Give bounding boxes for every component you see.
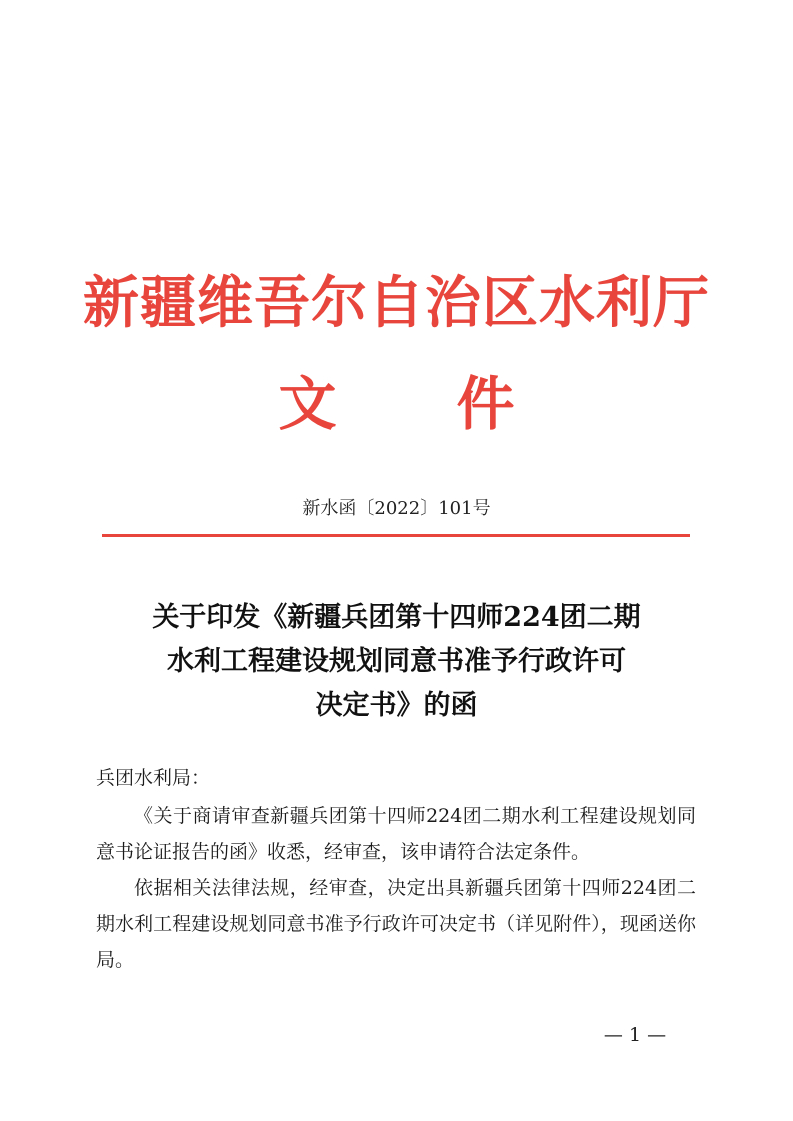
- document-title: [0, 596, 793, 728]
- salutation: 兵团水利局：: [96, 767, 211, 789]
- document-type-header: 文件: [278, 370, 635, 438]
- title-line-1: 关于印发《新疆兵团第十四师224团二期: [152, 602, 641, 633]
- document-body: [96, 760, 696, 978]
- title-line-2: 水利工程建设规划同意书准予行政许可: [167, 646, 626, 677]
- body-paragraph-2: 依据相关法律法规，经审查，决定出具新疆兵团第十四师224团二期水利工程建设规划同意书准予行政许可决定书（详见附件），现函送你局。: [96, 877, 696, 971]
- agency-header: 新疆维吾尔自治区水利厅: [83, 271, 710, 336]
- document-number: 新水函〔2022〕101号: [302, 498, 491, 519]
- page-number: — 1 —: [603, 1024, 667, 1046]
- red-divider-line: [102, 534, 690, 537]
- title-line-3: 决定书》的函: [315, 690, 478, 721]
- body-paragraph-1: 《关于商请审查新疆兵团第十四师224团二期水利工程建设规划同意书论证报告的函》收悉，经审查，该申请符合法定条件。: [96, 805, 696, 863]
